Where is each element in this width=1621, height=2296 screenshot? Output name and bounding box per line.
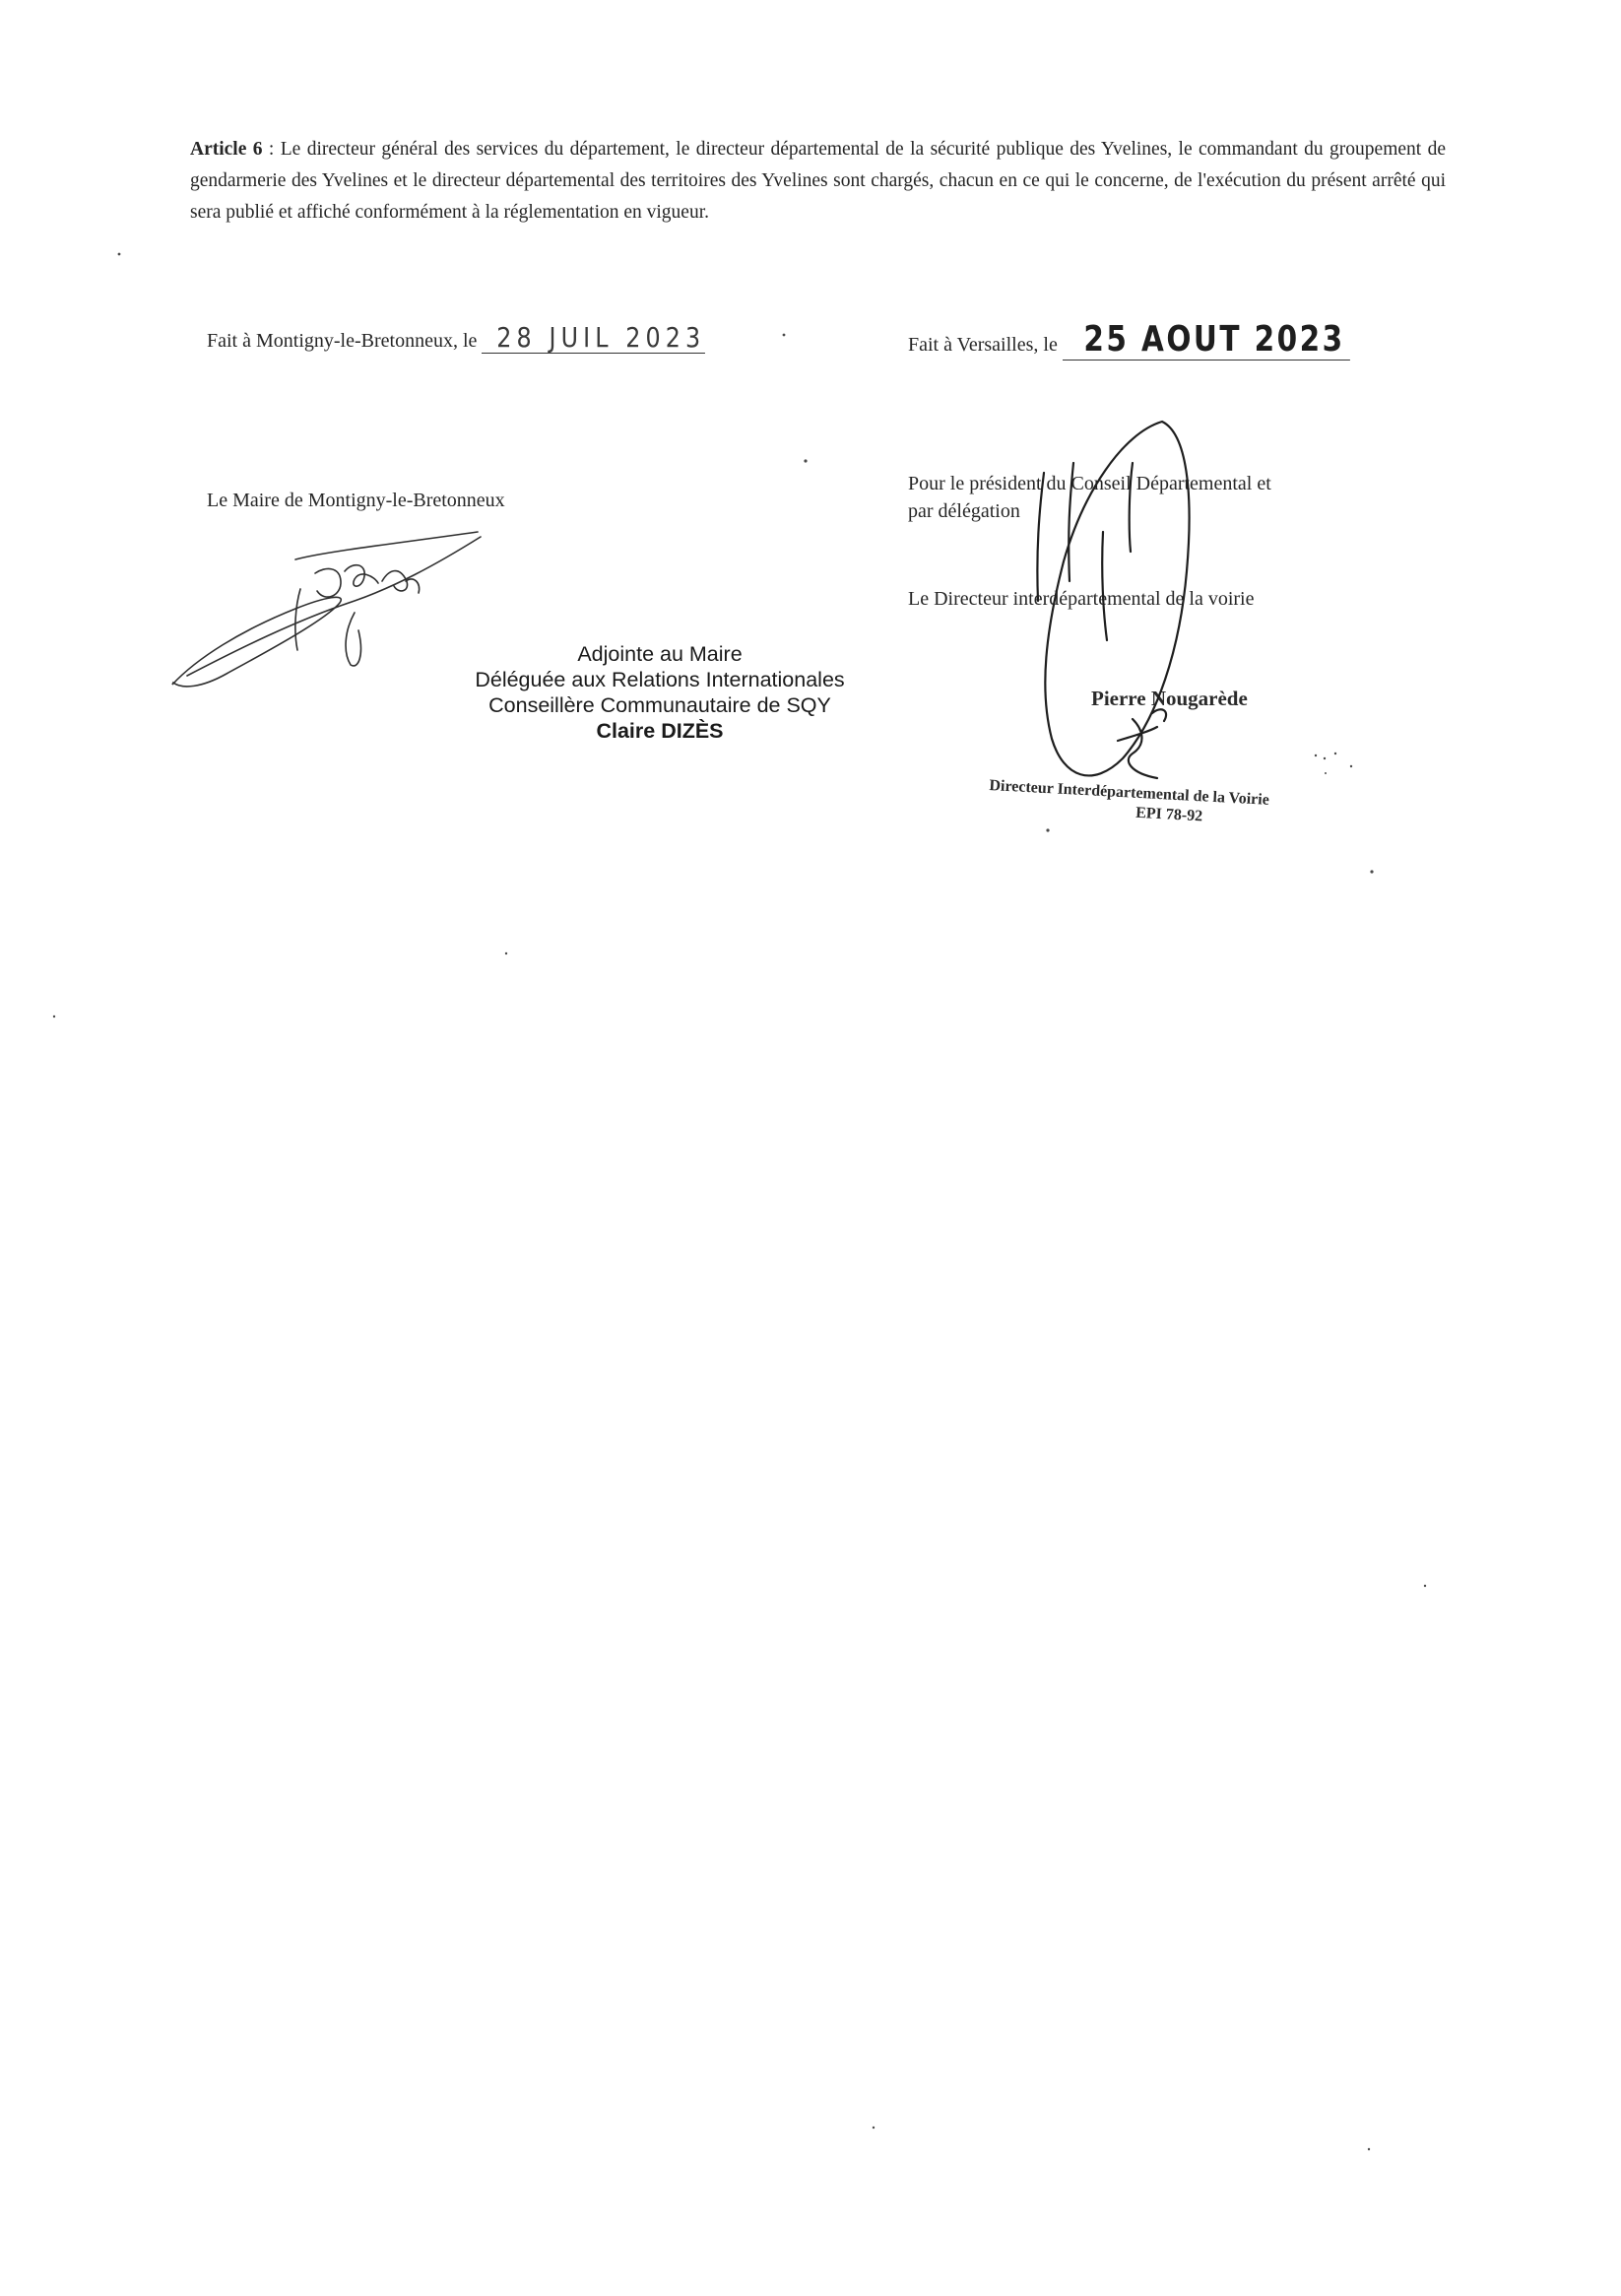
- pour-president-line2: par délégation: [908, 500, 1020, 522]
- fait-versailles-label: Fait à Versailles, le: [908, 334, 1058, 356]
- stamp-name: Claire DIZÈS: [596, 719, 724, 743]
- scan-speck-icons: [53, 253, 1426, 2151]
- fait-montigny-label: Fait à Montigny-le-Bretonneux, le: [207, 330, 478, 352]
- left-signature-icon: [172, 532, 481, 687]
- stamp-line-conseillere: Conseillère Communautaire de SQY: [488, 693, 831, 717]
- right-signature-icon: [1037, 422, 1189, 778]
- maire-title: Le Maire de Montigny-le-Bretonneux: [207, 490, 505, 511]
- date-montigny: 28 JUIL 2023: [482, 323, 705, 354]
- pour-president-line1: Pour le président du Conseil Départemental et: [908, 473, 1271, 494]
- dir-voirie-stamp-line2: EPI 78-92: [1135, 804, 1203, 825]
- stamp-line-adjointe: Adjointe au Maire: [577, 642, 743, 666]
- signer-name: Pierre Nougarède: [1091, 687, 1248, 710]
- date-versailles: 25 AOUT 2023: [1063, 320, 1350, 361]
- stamp-line-deleguee: Déléguée aux Relations Internationales: [475, 668, 845, 691]
- dir-voirie-stamp-line1: Directeur Interdépartemental de la Voirie: [989, 776, 1270, 809]
- article-label: Article 6: [190, 139, 263, 160]
- article-text: : Le directeur général des services du département, le directeur départemental de la sécurité publique des Yvelines, le commandant du groupement de gendarmerie des Yvelines et le directeur départemental des territoires des Yvelines sont chargés, chacun en ce qui le concerne, de l'exécution du présent arrêté qui sera publié et affiché conformément à la réglementation en vigueur.: [190, 139, 1446, 223]
- directeur-title: Le Directeur interdépartemental de la voirie: [908, 588, 1255, 610]
